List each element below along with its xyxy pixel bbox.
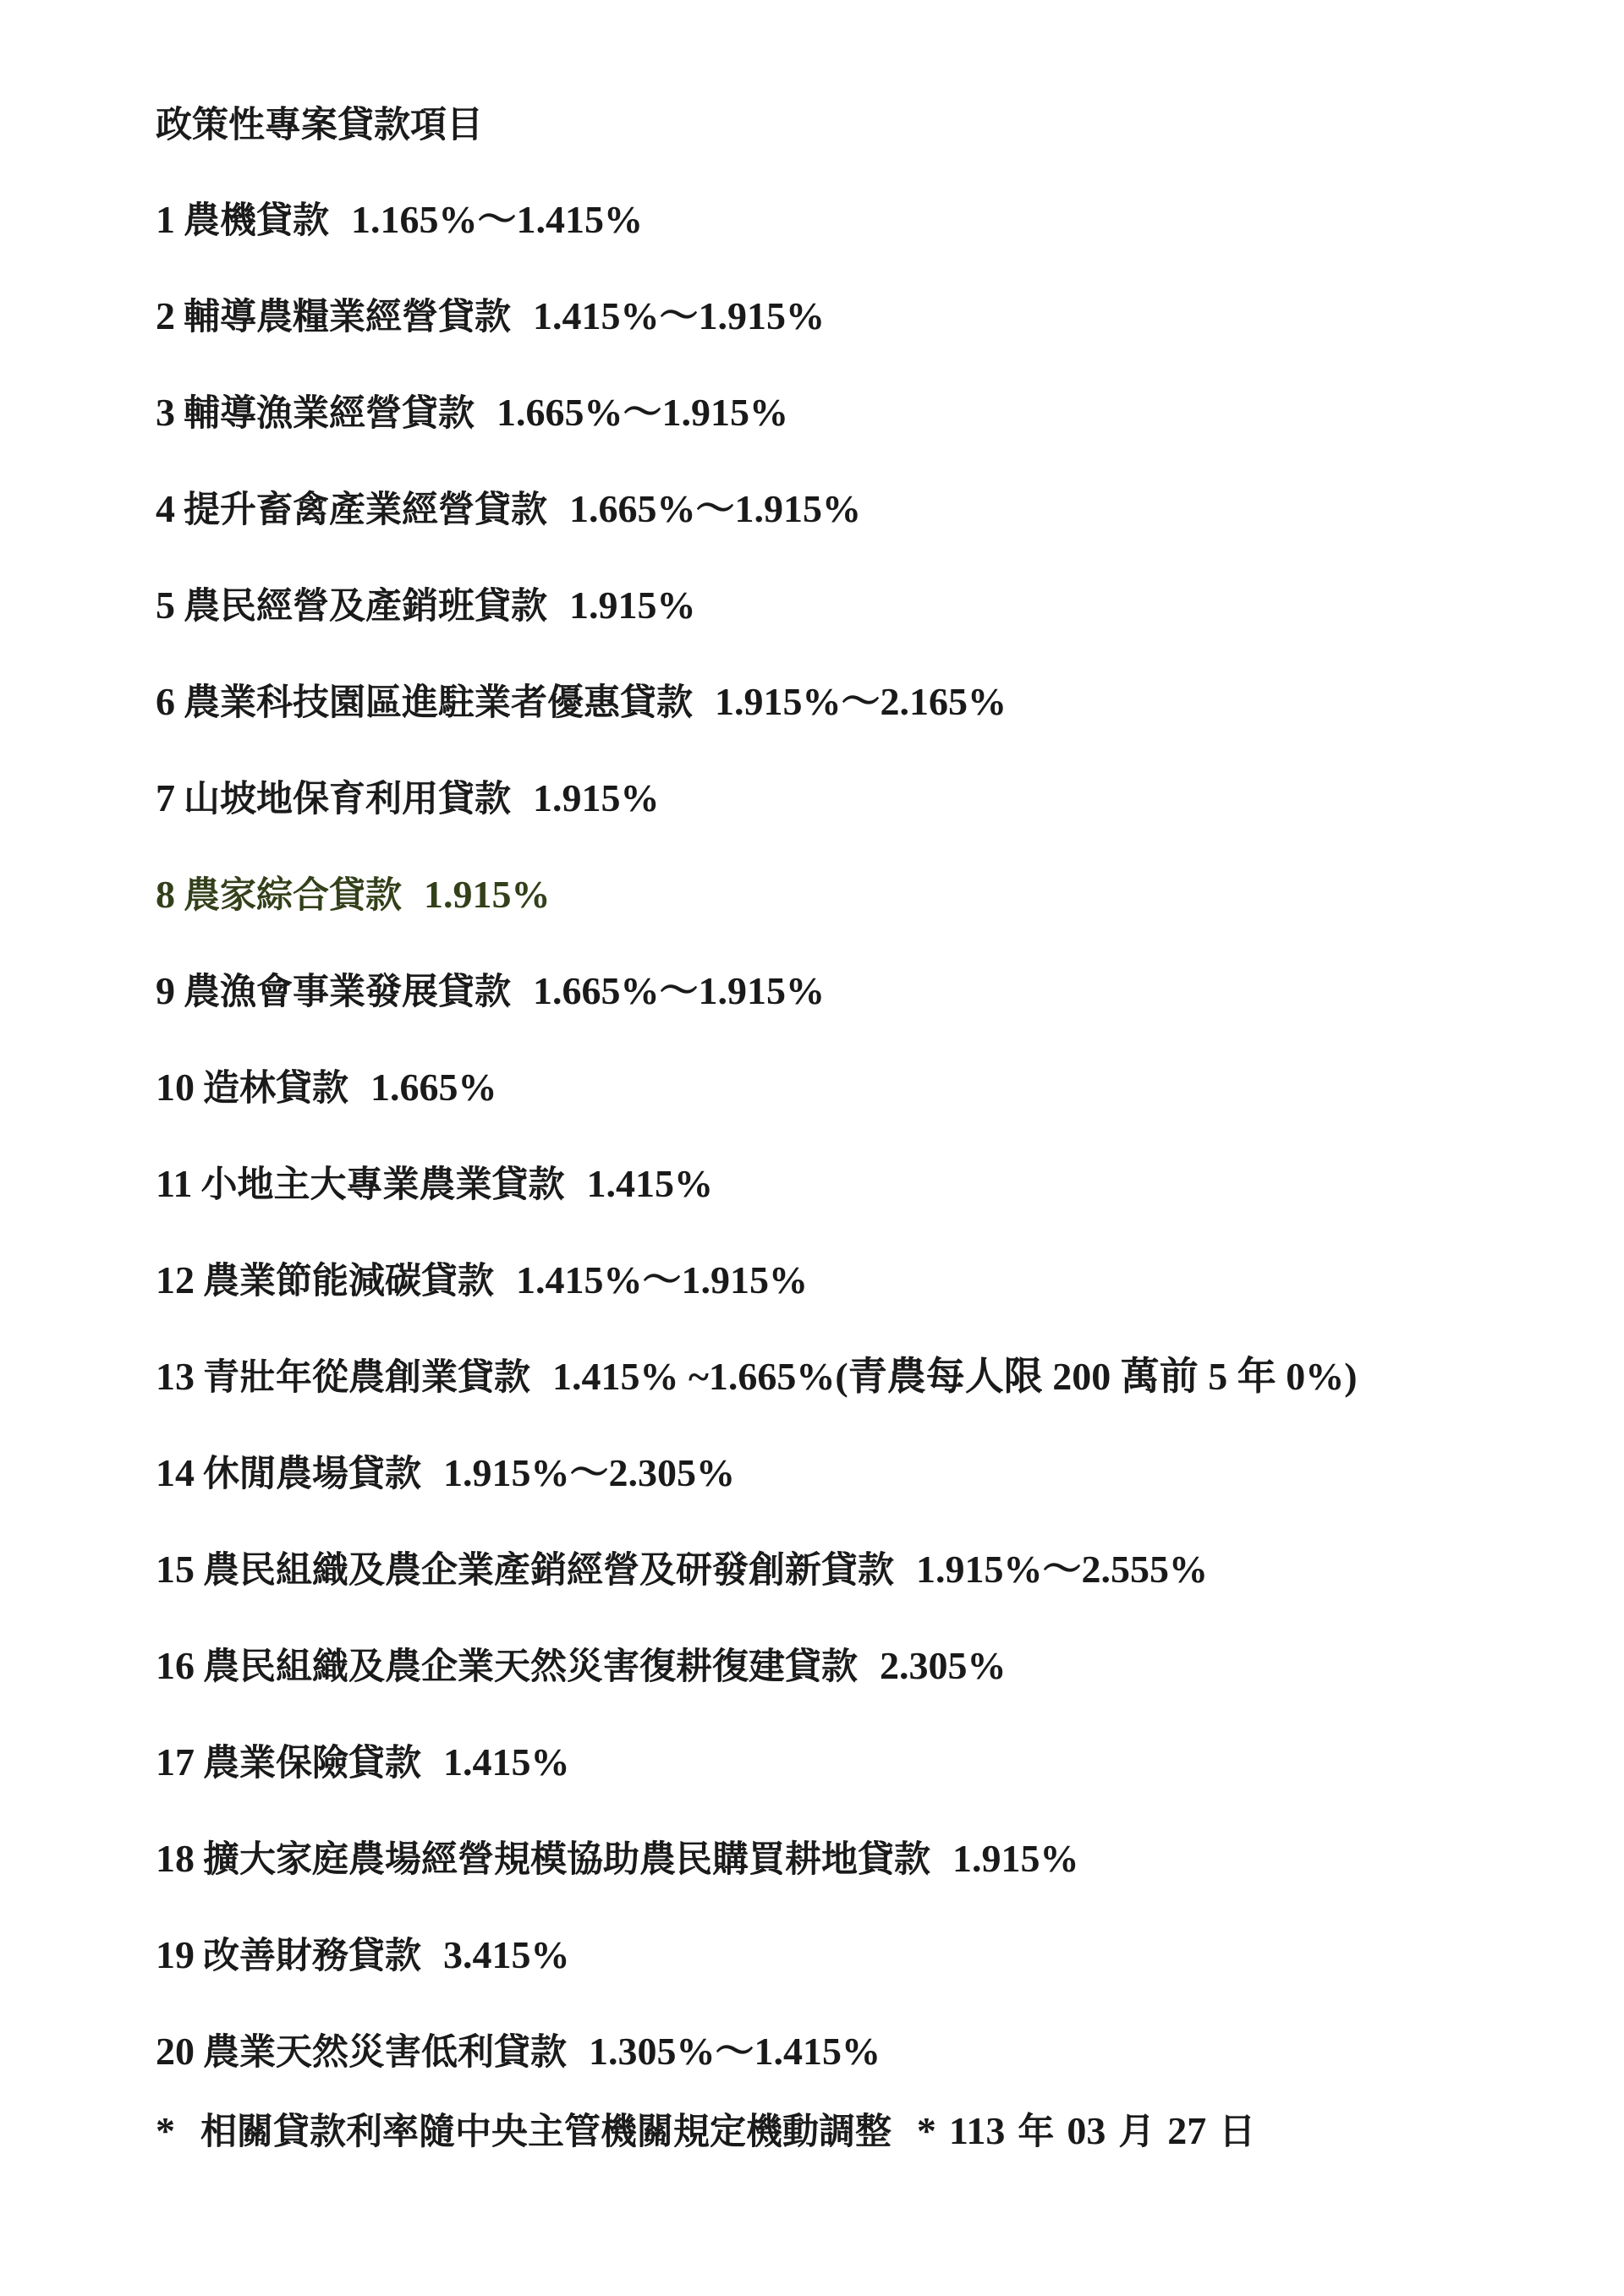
loan-rate: 2.305% bbox=[880, 1644, 1007, 1687]
list-item bbox=[156, 1159, 1358, 1255]
list-item bbox=[156, 869, 1358, 966]
loan-name: 擴大家庭農場經營規模協助農民購買耕地貸款 bbox=[203, 1838, 930, 1881]
loan-number: 17 bbox=[156, 1740, 195, 1784]
list-item bbox=[156, 291, 1358, 387]
loan-number: 2 bbox=[156, 294, 175, 337]
loan-rate: 1.415% bbox=[586, 1162, 713, 1205]
list-item bbox=[156, 580, 1358, 677]
loan-rate: 1.415% bbox=[443, 1740, 570, 1784]
loan-number: 16 bbox=[156, 1644, 195, 1687]
list-item bbox=[156, 773, 1358, 869]
loan-name: 青壯年從農創業貸款 bbox=[203, 1356, 530, 1399]
date-day-unit: 日 bbox=[1219, 2111, 1256, 2153]
loan-rate: 1.665%～1.915% bbox=[497, 391, 788, 434]
loan-rate: 1.415%～1.915% bbox=[516, 1258, 808, 1301]
list-item bbox=[156, 1833, 1358, 1930]
loan-name: 改善財務貸款 bbox=[203, 1935, 421, 1977]
loan-rate: 1.915%～2.165% bbox=[715, 680, 1007, 723]
loan-rate: 1.665%～1.915% bbox=[533, 969, 825, 1012]
list-item bbox=[156, 195, 1358, 291]
loan-number: 12 bbox=[156, 1258, 195, 1301]
list-item bbox=[156, 677, 1358, 773]
footnote bbox=[156, 2106, 1255, 2157]
page-title: 政策性專案貸款項目 bbox=[156, 104, 483, 146]
footnote-asterisk: * bbox=[916, 2109, 936, 2152]
loan-name: 輔導漁業經營貸款 bbox=[184, 392, 475, 435]
loan-number: 10 bbox=[156, 1066, 195, 1109]
loan-rate: 1.915% bbox=[424, 873, 551, 916]
loan-name: 農業科技園區進駐業者優惠貸款 bbox=[184, 682, 693, 724]
list-item bbox=[156, 1255, 1358, 1351]
list-item bbox=[156, 387, 1358, 484]
footnote-text: 相關貸款利率隨中央主管機關規定機動調整 bbox=[200, 2111, 892, 2153]
date-month: 03 bbox=[1067, 2109, 1106, 2152]
list-item bbox=[156, 1351, 1358, 1448]
list-item bbox=[156, 1448, 1358, 1544]
loan-rate: 3.415% bbox=[443, 1933, 570, 1976]
list-item bbox=[156, 1641, 1358, 1737]
loan-number: 13 bbox=[156, 1355, 195, 1398]
loan-number: 19 bbox=[156, 1933, 195, 1976]
loan-rate: 1.665% bbox=[370, 1066, 497, 1109]
date-day: 27 bbox=[1167, 2109, 1207, 2152]
loan-rate: 1.305%～1.415% bbox=[589, 2030, 881, 2073]
loan-rate: 1.665%～1.915% bbox=[569, 487, 861, 530]
loan-rate: 1.915% bbox=[569, 584, 696, 627]
loan-number: 7 bbox=[156, 776, 175, 819]
loan-rate: 1.165%～1.415% bbox=[351, 198, 643, 241]
loan-number: 14 bbox=[156, 1451, 195, 1494]
footnote-asterisk: * bbox=[156, 2109, 175, 2152]
loan-list bbox=[156, 195, 1358, 2123]
loan-rate: 1.415% ~1.665%(青農每人限 200 萬前 5 年 0%) bbox=[552, 1355, 1358, 1398]
loan-rate: 1.415%～1.915% bbox=[533, 294, 825, 337]
loan-number: 18 bbox=[156, 1837, 195, 1880]
loan-name: 輔導農糧業經營貸款 bbox=[184, 296, 511, 338]
list-item bbox=[156, 1544, 1358, 1641]
list-item bbox=[156, 484, 1358, 580]
loan-rate: 1.915% bbox=[533, 776, 660, 819]
loan-number: 9 bbox=[156, 969, 175, 1012]
list-item bbox=[156, 1737, 1358, 1833]
loan-name: 山坡地保育利用貸款 bbox=[184, 778, 511, 820]
loan-number: 11 bbox=[156, 1162, 193, 1205]
loan-name: 農業保險貸款 bbox=[203, 1742, 421, 1784]
loan-number: 20 bbox=[156, 2030, 195, 2073]
list-item bbox=[156, 1062, 1358, 1159]
loan-name: 農漁會事業發展貸款 bbox=[184, 971, 511, 1013]
loan-name: 農民組織及農企業天然災害復耕復建貸款 bbox=[203, 1646, 858, 1688]
date-year: 113 bbox=[948, 2109, 1006, 2152]
loan-number: 3 bbox=[156, 391, 175, 434]
loan-name: 農民經營及產銷班貸款 bbox=[184, 585, 547, 627]
loan-name: 農民組織及農企業產銷經營及研發創新貸款 bbox=[203, 1549, 894, 1592]
date-year-unit: 年 bbox=[1018, 2111, 1055, 2153]
loan-rate: 1.915% bbox=[952, 1837, 1079, 1880]
loan-number: 5 bbox=[156, 584, 175, 627]
loan-name: 造林貸款 bbox=[203, 1067, 348, 1110]
list-item bbox=[156, 1930, 1358, 2026]
loan-name: 農家綜合貸款 bbox=[184, 874, 402, 917]
loan-rate: 1.915%～2.555% bbox=[916, 1548, 1208, 1591]
loan-number: 1 bbox=[156, 198, 175, 241]
loan-name: 農機貸款 bbox=[184, 200, 329, 242]
loan-name: 農業天然災害低利貸款 bbox=[203, 2031, 567, 2074]
loan-number: 8 bbox=[156, 873, 175, 916]
loan-rate: 1.915%～2.305% bbox=[443, 1451, 735, 1494]
loan-number: 6 bbox=[156, 680, 175, 723]
list-item bbox=[156, 966, 1358, 1062]
loan-number: 15 bbox=[156, 1548, 195, 1591]
loan-number: 4 bbox=[156, 487, 175, 530]
loan-name: 休閒農場貸款 bbox=[203, 1453, 421, 1495]
loan-name: 小地主大專業農業貸款 bbox=[200, 1164, 565, 1206]
loan-name: 農業節能減碳貸款 bbox=[203, 1260, 494, 1302]
date-month-unit: 月 bbox=[1118, 2111, 1155, 2153]
loan-name: 提升畜禽產業經營貸款 bbox=[184, 489, 547, 531]
